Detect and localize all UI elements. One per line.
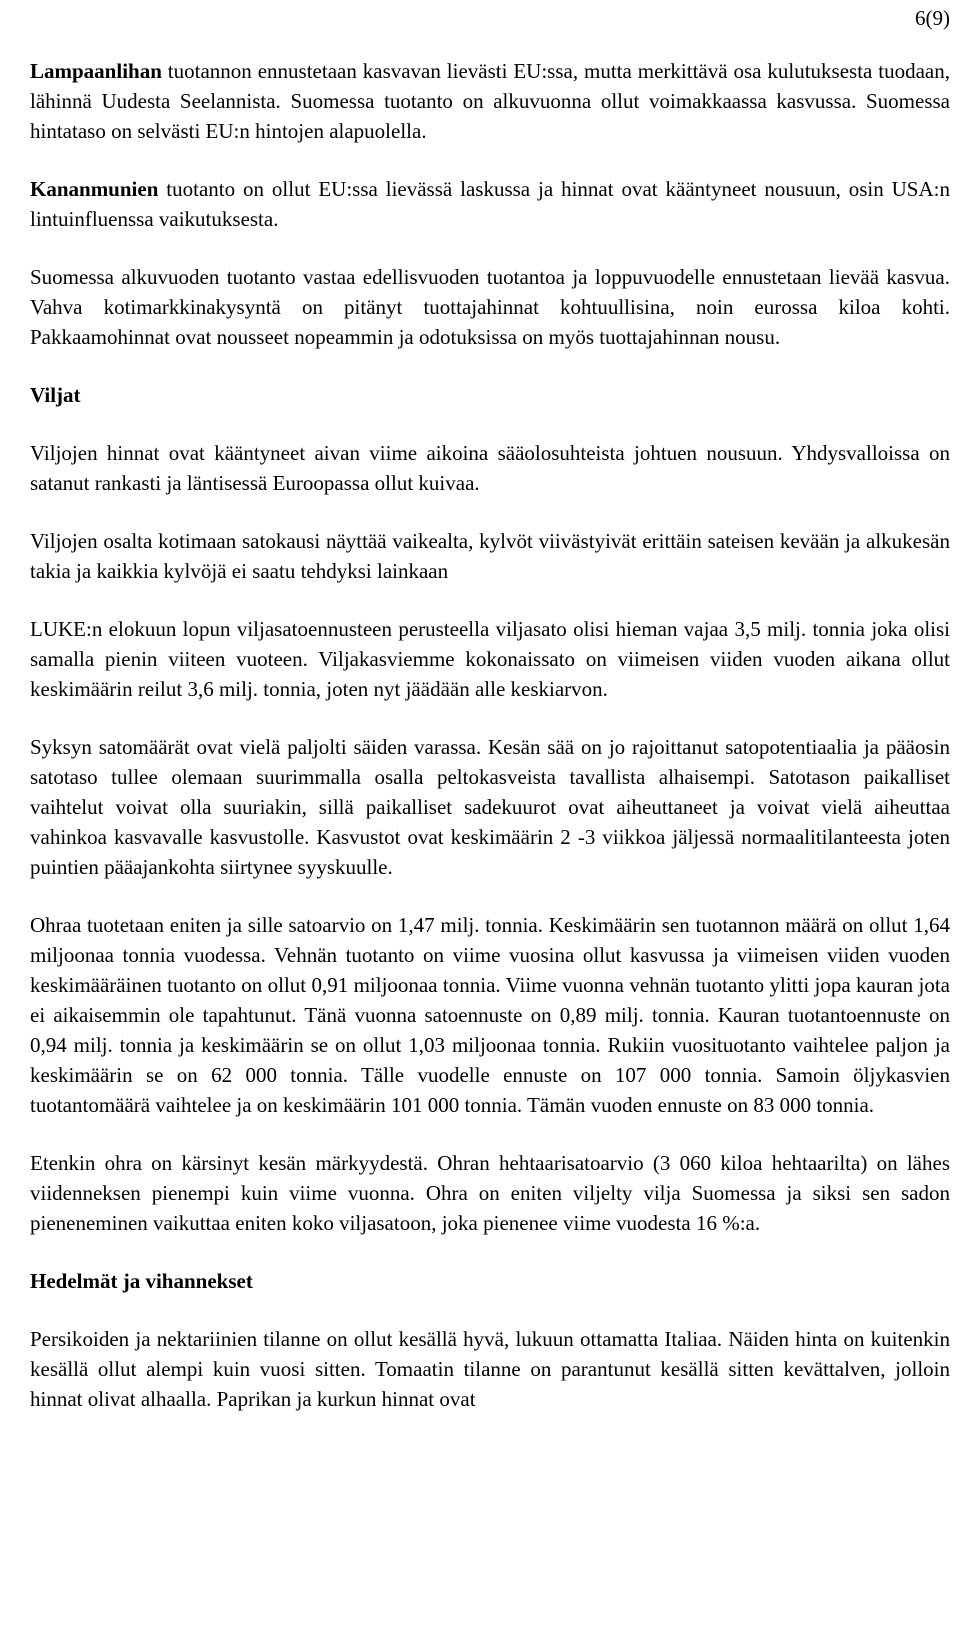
heading-fruit-vegetables: Hedelmät ja vihannekset bbox=[30, 1269, 253, 1293]
heading-grains: Viljat bbox=[30, 383, 81, 407]
paragraph-lamb bbox=[30, 56, 950, 146]
paragraph-grains-5: Ohraa tuotetaan eniten ja sille satoarvio on 1,47 milj. tonnia. Keskimäärin sen tuotannon määrä on ollut 1,64 miljoonaa tonnia vuodessa. Vehnän tuotanto on viime vuosina ollut kasvussa ja viimeisen viiden vuoden keskimääräinen tuotanto on ollut 0,91 miljoonaa tonnia. Viime vuonna vehnän tuotanto ylitti jopa kauran jota ei aikaisemmin ole tapahtunut. Tänä vuonna satoennuste on 0,89 milj. tonnia. Kauran tuotantoennuste on 0,94 milj. tonnia ja keskimäärin se on ollut 1,03 miljoonaa tonnia. Rukiin vuosituotanto vaihtelee paljon ja keskimäärin se on 62 000 tonnia. Tälle vuodelle ennuste on 107 000 tonnia. Samoin öljykasvien tuotantomäärä vaihtelee ja on keskimäärin 101 000 tonnia. Tämän vuoden ennuste on 83 000 tonnia. bbox=[30, 913, 950, 1117]
paragraph-eggs-finland: Suomessa alkuvuoden tuotanto vastaa edellisvuoden tuotantoa ja loppuvuodelle ennustetaan lievää kasvua. Vahva kotimarkkinakysyntä on pitänyt tuottajahinnat kohtuullisina, noin eurossa kiloa kohti. Pakkaamohinnat ovat nousseet nopeammin ja odotuksissa on myös tuottajahinnan nousu. bbox=[30, 265, 950, 349]
lead-lamb: Lampaanlihan bbox=[30, 59, 162, 83]
lead-eggs: Kananmunien bbox=[30, 177, 159, 201]
paragraph-grains-4: Syksyn satomäärät ovat vielä paljolti säiden varassa. Kesän sää on jo rajoittanut satopotentiaalia ja pääosin satotaso tullee olemaan suurimmalla osalla peltokasveista tavallista alhaisempi. Satotason paikalliset vaihtelut voivat olla suuriakin, sillä paikalliset sadekuurot ovat aiheuttaneet ja voivat vielä aiheuttaa vahinkoa kasvavalle kasvustolle. Kasvustot ovat keskimäärin 2 -3 viikkoa jäljessä normaalitilanteesta joten puintien pääajankohta siirtynee syyskuulle. bbox=[30, 735, 950, 879]
text-eggs: tuotanto on ollut EU:ssa lievässä laskussa ja hinnat ovat kääntyneet nousuun, osin USA:n lintuinfluenssa vaikutuksesta. bbox=[30, 177, 950, 231]
paragraph-fruit-1: Persikoiden ja nektariinien tilanne on ollut kesällä hyvä, lukuun ottamatta Italiaa. Näiden hinta on kuitenkin kesällä ollut alempi kuin vuosi sitten. Tomaatin tilanne on parantunut kesällä sitten kevättalven, jolloin hinnat olivat alhaalla. Paprikan ja kurkun hinnat ovat bbox=[30, 1327, 950, 1411]
paragraph-eggs bbox=[30, 174, 950, 234]
document-body bbox=[30, 56, 950, 1442]
paragraph-grains-6: Etenkin ohra on kärsinyt kesän märkyydestä. Ohran hehtaarisatoarvio (3 060 kiloa hehtaarilta) on lähes viidenneksen pienempi kuin viime vuonna. Ohra on eniten viljelty vilja Suomessa ja siksi sen sadon pieneneminen vaikuttaa eniten koko viljasatoon, joka pienenee viime vuodesta 16 %:a. bbox=[30, 1151, 950, 1235]
paragraph-grains-3: LUKE:n elokuun lopun viljasatoennusteen perusteella viljasato olisi hieman vajaa 3,5 milj. tonnia joka olisi samalla pienin viiteen vuoteen. Viljakasviemme kokonaissato on viimeisen viiden vuoden aikana ollut keskimäärin reilut 3,6 milj. tonnia, joten nyt jäädään alle keskiarvon. bbox=[30, 617, 950, 701]
text-lamb: tuotannon ennustetaan kasvavan lievästi EU:ssa, mutta merkittävä osa kulutuksesta tuodaan, lähinnä Uudesta Seelannista. Suomessa tuotanto on alkuvuonna ollut voimakkaassa kasvussa. Suomessa hintataso on selvästi EU:n hintojen alapuolella. bbox=[30, 59, 950, 143]
paragraph-grains-2: Viljojen osalta kotimaan satokausi näyttää vaikealta, kylvöt viivästyivät erittäin sateisen kevään ja alkukesän takia ja kaikkia kylvöjä ei saatu tehdyksi lainkaan bbox=[30, 529, 950, 583]
page-number: 6(9) bbox=[915, 6, 950, 30]
paragraph-grains-1: Viljojen hinnat ovat kääntyneet aivan viime aikoina sääolosuhteista johtuen nousuun. Yhdysvalloissa on satanut rankasti ja läntisessä Euroopassa ollut kuivaa. bbox=[30, 441, 950, 495]
